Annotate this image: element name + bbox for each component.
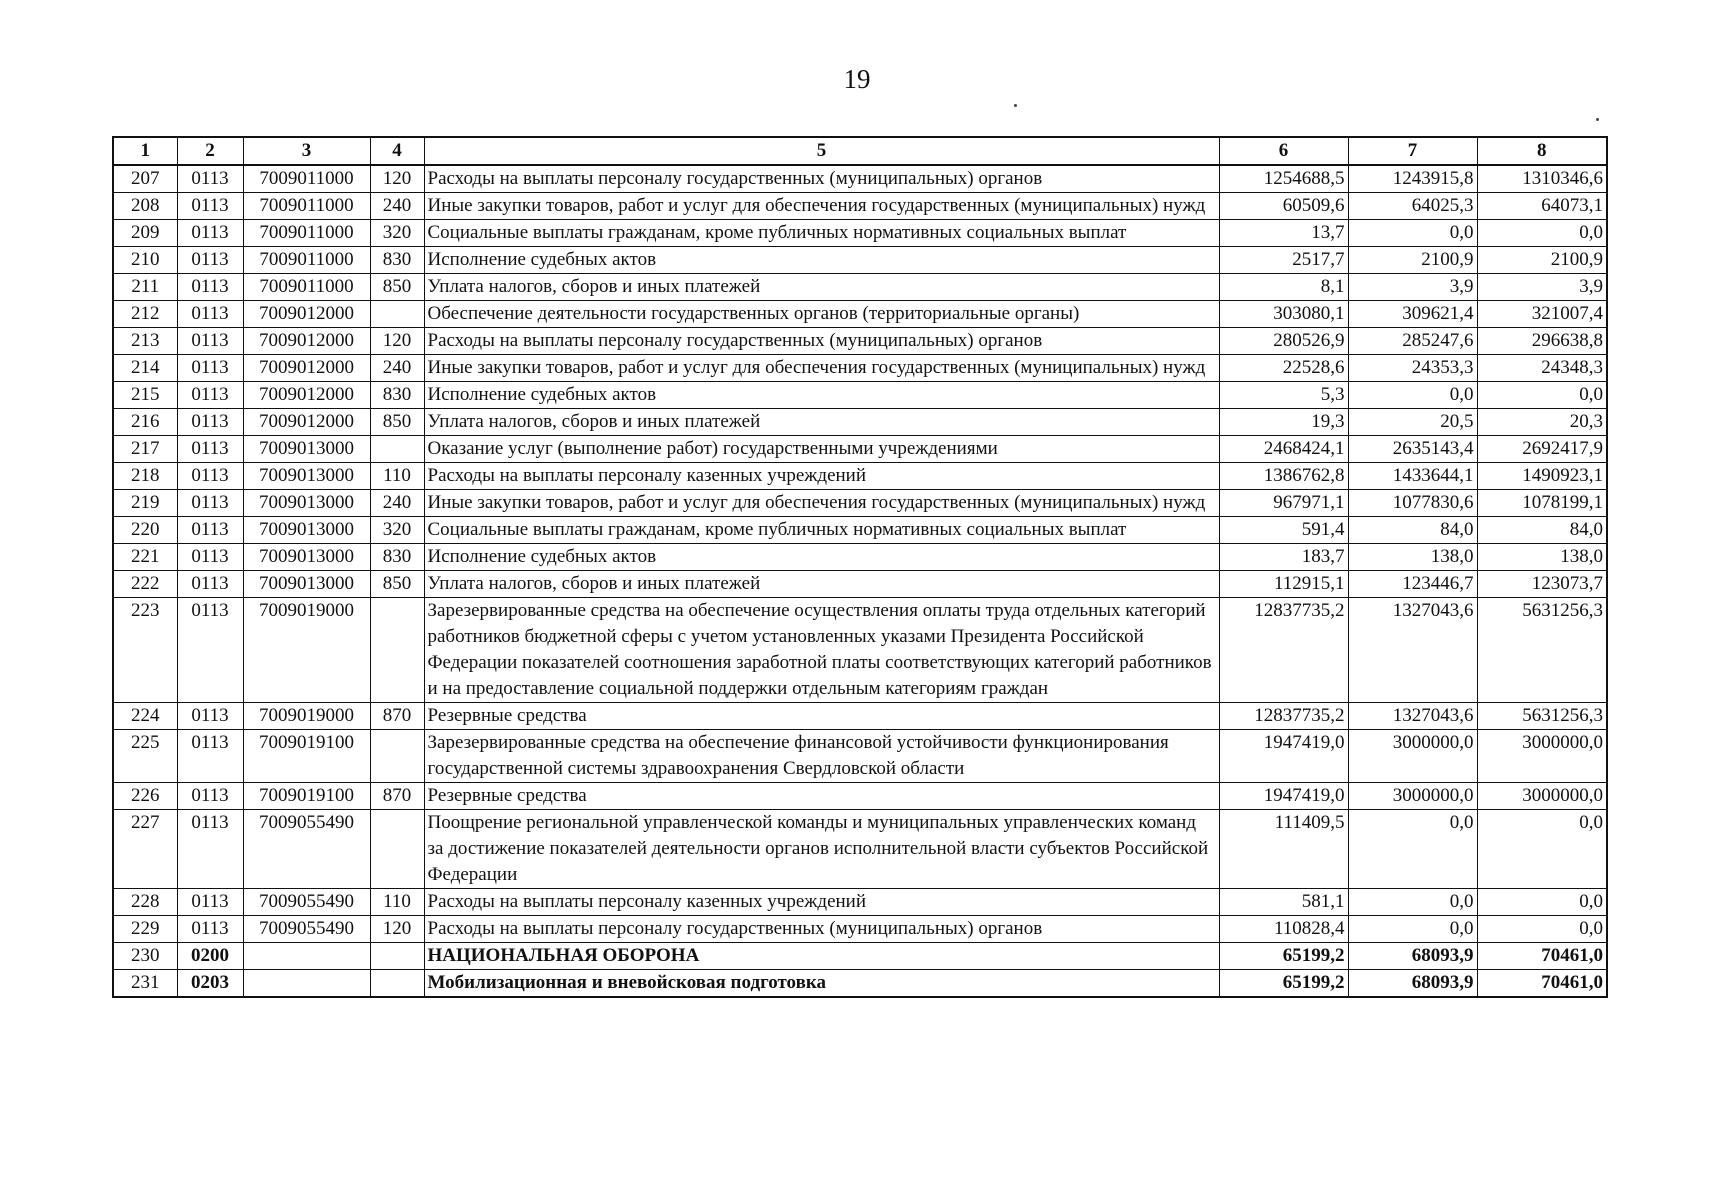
expense-type-code: 830 xyxy=(370,382,424,409)
target-article-code: 7009011000 xyxy=(243,165,370,193)
section-code: 0113 xyxy=(177,436,243,463)
amount-col-8: 70461,0 xyxy=(1477,943,1607,970)
expense-type-code: 320 xyxy=(370,220,424,247)
expense-type-code: 850 xyxy=(370,409,424,436)
amount-col-8: 24348,3 xyxy=(1477,355,1607,382)
table-row xyxy=(113,382,1607,409)
expense-type-code: 850 xyxy=(370,274,424,301)
row-number: 220 xyxy=(113,517,177,544)
table-row xyxy=(113,301,1607,328)
expense-type-code xyxy=(370,301,424,328)
table-row xyxy=(113,274,1607,301)
section-code: 0113 xyxy=(177,916,243,943)
amount-col-6: 280526,9 xyxy=(1219,328,1348,355)
section-code: 0113 xyxy=(177,571,243,598)
expense-type-code: 240 xyxy=(370,355,424,382)
row-description: Расходы на выплаты персоналу государственных (муниципальных) органов xyxy=(424,165,1219,193)
amount-col-7: 0,0 xyxy=(1348,810,1477,889)
target-article-code: 7009013000 xyxy=(243,463,370,490)
amount-col-6: 111409,5 xyxy=(1219,810,1348,889)
row-description: Расходы на выплаты персоналу казенных учреждений xyxy=(424,463,1219,490)
section-code: 0113 xyxy=(177,301,243,328)
row-number: 225 xyxy=(113,730,177,783)
table-row xyxy=(113,598,1607,703)
target-article-code: 7009011000 xyxy=(243,193,370,220)
table-row xyxy=(113,247,1607,274)
amount-col-7: 2100,9 xyxy=(1348,247,1477,274)
section-code: 0113 xyxy=(177,463,243,490)
amount-col-7: 1433644,1 xyxy=(1348,463,1477,490)
row-description: Поощрение региональной управленческой команды и муниципальных управленческих команд за достижение показателей деятельности органов исполнительной власти субъектов Российской Федерации xyxy=(424,810,1219,889)
amount-col-8: 2692417,9 xyxy=(1477,436,1607,463)
row-number: 222 xyxy=(113,571,177,598)
amount-col-7: 285247,6 xyxy=(1348,328,1477,355)
col-header-7: 7 xyxy=(1348,137,1477,165)
amount-col-7: 0,0 xyxy=(1348,916,1477,943)
row-number: 213 xyxy=(113,328,177,355)
row-number: 212 xyxy=(113,301,177,328)
row-number: 211 xyxy=(113,274,177,301)
amount-col-6: 22528,6 xyxy=(1219,355,1348,382)
table-row xyxy=(113,943,1607,970)
amount-col-6: 1386762,8 xyxy=(1219,463,1348,490)
col-header-4: 4 xyxy=(370,137,424,165)
row-number: 210 xyxy=(113,247,177,274)
row-description: Уплата налогов, сборов и иных платежей xyxy=(424,409,1219,436)
section-code: 0113 xyxy=(177,783,243,810)
amount-col-7: 3000000,0 xyxy=(1348,730,1477,783)
target-article-code xyxy=(243,970,370,998)
row-description: Иные закупки товаров, работ и услуг для обеспечения государственных (муниципальных) нужд xyxy=(424,193,1219,220)
amount-col-8: 321007,4 xyxy=(1477,301,1607,328)
expense-type-code: 870 xyxy=(370,783,424,810)
row-description: Расходы на выплаты персоналу государственных (муниципальных) органов xyxy=(424,916,1219,943)
amount-col-7: 3,9 xyxy=(1348,274,1477,301)
amount-col-7: 1327043,6 xyxy=(1348,703,1477,730)
scan-speck xyxy=(1014,104,1017,107)
amount-col-7: 84,0 xyxy=(1348,517,1477,544)
col-header-1: 1 xyxy=(113,137,177,165)
row-description: Резервные средства xyxy=(424,783,1219,810)
amount-col-7: 68093,9 xyxy=(1348,970,1477,998)
expense-type-code: 240 xyxy=(370,193,424,220)
amount-col-7: 0,0 xyxy=(1348,382,1477,409)
amount-col-8: 84,0 xyxy=(1477,517,1607,544)
target-article-code: 7009013000 xyxy=(243,571,370,598)
amount-col-6: 5,3 xyxy=(1219,382,1348,409)
table-row xyxy=(113,409,1607,436)
table-row xyxy=(113,544,1607,571)
expense-type-code: 240 xyxy=(370,490,424,517)
target-article-code: 7009012000 xyxy=(243,382,370,409)
target-article-code: 7009013000 xyxy=(243,436,370,463)
row-number: 214 xyxy=(113,355,177,382)
table-row xyxy=(113,517,1607,544)
target-article-code: 7009019000 xyxy=(243,598,370,703)
amount-col-6: 13,7 xyxy=(1219,220,1348,247)
amount-col-8: 2100,9 xyxy=(1477,247,1607,274)
section-code: 0113 xyxy=(177,730,243,783)
amount-col-6: 110828,4 xyxy=(1219,916,1348,943)
section-code: 0113 xyxy=(177,544,243,571)
section-code: 0113 xyxy=(177,889,243,916)
expense-type-code: 870 xyxy=(370,703,424,730)
amount-col-6: 1947419,0 xyxy=(1219,730,1348,783)
amount-col-6: 591,4 xyxy=(1219,517,1348,544)
row-description: Зарезервированные средства на обеспечение осуществления оплаты труда отдельных категорий работников бюджетной сферы с учетом установленных указами Президента Российской Федерации показателей соотношения заработной платы соответствующих категорий работников и на предоставление социальной поддержки отдельным категориям граждан xyxy=(424,598,1219,703)
amount-col-7: 20,5 xyxy=(1348,409,1477,436)
amount-col-7: 3000000,0 xyxy=(1348,783,1477,810)
expense-type-code: 120 xyxy=(370,165,424,193)
expense-type-code: 120 xyxy=(370,916,424,943)
amount-col-7: 24353,3 xyxy=(1348,355,1477,382)
row-number: 228 xyxy=(113,889,177,916)
target-article-code: 7009013000 xyxy=(243,544,370,571)
row-number: 219 xyxy=(113,490,177,517)
target-article-code: 7009012000 xyxy=(243,355,370,382)
row-number: 215 xyxy=(113,382,177,409)
expense-type-code xyxy=(370,598,424,703)
amount-col-6: 65199,2 xyxy=(1219,970,1348,998)
table-row xyxy=(113,328,1607,355)
amount-col-8: 5631256,3 xyxy=(1477,703,1607,730)
section-code: 0113 xyxy=(177,382,243,409)
target-article-code: 7009012000 xyxy=(243,409,370,436)
target-article-code xyxy=(243,943,370,970)
amount-col-6: 1947419,0 xyxy=(1219,783,1348,810)
row-description: НАЦИОНАЛЬНАЯ ОБОРОНА xyxy=(424,943,1219,970)
col-header-2: 2 xyxy=(177,137,243,165)
row-number: 208 xyxy=(113,193,177,220)
amount-col-6: 967971,1 xyxy=(1219,490,1348,517)
table-row xyxy=(113,436,1607,463)
row-description: Иные закупки товаров, работ и услуг для обеспечения государственных (муниципальных) нужд xyxy=(424,355,1219,382)
table-row xyxy=(113,490,1607,517)
amount-col-6: 12837735,2 xyxy=(1219,598,1348,703)
col-header-5: 5 xyxy=(424,137,1219,165)
table-row xyxy=(113,889,1607,916)
amount-col-8: 0,0 xyxy=(1477,889,1607,916)
amount-col-6: 303080,1 xyxy=(1219,301,1348,328)
row-number: 217 xyxy=(113,436,177,463)
table-row xyxy=(113,783,1607,810)
row-description: Исполнение судебных актов xyxy=(424,247,1219,274)
amount-col-7: 1077830,6 xyxy=(1348,490,1477,517)
amount-col-6: 581,1 xyxy=(1219,889,1348,916)
target-article-code: 7009019100 xyxy=(243,730,370,783)
section-code: 0203 xyxy=(177,970,243,998)
section-code: 0113 xyxy=(177,517,243,544)
row-description: Оказание услуг (выполнение работ) государственными учреждениями xyxy=(424,436,1219,463)
section-code: 0113 xyxy=(177,355,243,382)
row-description: Обеспечение деятельности государственных органов (территориальные органы) xyxy=(424,301,1219,328)
row-number: 216 xyxy=(113,409,177,436)
amount-col-8: 70461,0 xyxy=(1477,970,1607,998)
target-article-code: 7009019100 xyxy=(243,783,370,810)
table-row xyxy=(113,970,1607,998)
amount-col-8: 138,0 xyxy=(1477,544,1607,571)
row-number: 209 xyxy=(113,220,177,247)
col-header-6: 6 xyxy=(1219,137,1348,165)
amount-col-7: 64025,3 xyxy=(1348,193,1477,220)
row-description: Мобилизационная и вневойсковая подготовка xyxy=(424,970,1219,998)
amount-col-6: 2517,7 xyxy=(1219,247,1348,274)
header-row xyxy=(113,137,1607,165)
target-article-code: 7009013000 xyxy=(243,490,370,517)
section-code: 0113 xyxy=(177,409,243,436)
amount-col-6: 19,3 xyxy=(1219,409,1348,436)
expense-type-code: 110 xyxy=(370,463,424,490)
expense-type-code: 320 xyxy=(370,517,424,544)
section-code: 0113 xyxy=(177,490,243,517)
budget-table xyxy=(112,136,1608,998)
target-article-code: 7009055490 xyxy=(243,916,370,943)
amount-col-8: 123073,7 xyxy=(1477,571,1607,598)
target-article-code: 7009011000 xyxy=(243,220,370,247)
amount-col-7: 2635143,4 xyxy=(1348,436,1477,463)
target-article-code: 7009013000 xyxy=(243,517,370,544)
table-row xyxy=(113,220,1607,247)
expense-type-code xyxy=(370,730,424,783)
amount-col-8: 0,0 xyxy=(1477,382,1607,409)
expense-type-code: 830 xyxy=(370,247,424,274)
section-code: 0113 xyxy=(177,328,243,355)
amount-col-8: 1078199,1 xyxy=(1477,490,1607,517)
row-number: 226 xyxy=(113,783,177,810)
row-description: Уплата налогов, сборов и иных платежей xyxy=(424,571,1219,598)
expense-type-code xyxy=(370,436,424,463)
row-description: Зарезервированные средства на обеспечение финансовой устойчивости функционирования государственной системы здравоохранения Свердловской области xyxy=(424,730,1219,783)
section-code: 0113 xyxy=(177,247,243,274)
target-article-code: 7009011000 xyxy=(243,247,370,274)
amount-col-7: 1327043,6 xyxy=(1348,598,1477,703)
amount-col-8: 3,9 xyxy=(1477,274,1607,301)
amount-col-6: 2468424,1 xyxy=(1219,436,1348,463)
section-code: 0113 xyxy=(177,274,243,301)
section-code: 0113 xyxy=(177,220,243,247)
target-article-code: 7009012000 xyxy=(243,328,370,355)
section-code: 0113 xyxy=(177,598,243,703)
amount-col-7: 138,0 xyxy=(1348,544,1477,571)
table-row xyxy=(113,571,1607,598)
expense-type-code: 850 xyxy=(370,571,424,598)
section-code: 0113 xyxy=(177,810,243,889)
row-description: Расходы на выплаты персоналу государственных (муниципальных) органов xyxy=(424,328,1219,355)
table-row xyxy=(113,703,1607,730)
row-description: Резервные средства xyxy=(424,703,1219,730)
amount-col-8: 0,0 xyxy=(1477,810,1607,889)
table-row xyxy=(113,463,1607,490)
row-number: 229 xyxy=(113,916,177,943)
col-header-8: 8 xyxy=(1477,137,1607,165)
amount-col-6: 1254688,5 xyxy=(1219,165,1348,193)
amount-col-7: 309621,4 xyxy=(1348,301,1477,328)
section-code: 0113 xyxy=(177,193,243,220)
row-number: 231 xyxy=(113,970,177,998)
amount-col-6: 65199,2 xyxy=(1219,943,1348,970)
expense-type-code xyxy=(370,943,424,970)
row-description: Исполнение судебных актов xyxy=(424,544,1219,571)
row-number: 221 xyxy=(113,544,177,571)
page-number: 19 xyxy=(843,64,871,94)
expense-type-code: 830 xyxy=(370,544,424,571)
expense-type-code xyxy=(370,970,424,998)
amount-col-6: 8,1 xyxy=(1219,274,1348,301)
table-row xyxy=(113,916,1607,943)
section-code: 0200 xyxy=(177,943,243,970)
section-code: 0113 xyxy=(177,165,243,193)
scan-speck xyxy=(1596,118,1599,121)
table-row xyxy=(113,355,1607,382)
target-article-code: 7009019000 xyxy=(243,703,370,730)
row-number: 227 xyxy=(113,810,177,889)
row-number: 230 xyxy=(113,943,177,970)
col-header-3: 3 xyxy=(243,137,370,165)
amount-col-8: 5631256,3 xyxy=(1477,598,1607,703)
table-row xyxy=(113,730,1607,783)
target-article-code: 7009055490 xyxy=(243,810,370,889)
amount-col-6: 12837735,2 xyxy=(1219,703,1348,730)
expense-type-code: 110 xyxy=(370,889,424,916)
amount-col-8: 1490923,1 xyxy=(1477,463,1607,490)
target-article-code: 7009011000 xyxy=(243,274,370,301)
table-row xyxy=(113,193,1607,220)
row-description: Уплата налогов, сборов и иных платежей xyxy=(424,274,1219,301)
table-row xyxy=(113,810,1607,889)
table-row xyxy=(113,165,1607,193)
table-body xyxy=(113,165,1607,997)
row-description: Социальные выплаты гражданам, кроме публичных нормативных социальных выплат xyxy=(424,220,1219,247)
amount-col-8: 3000000,0 xyxy=(1477,783,1607,810)
row-description: Социальные выплаты гражданам, кроме публичных нормативных социальных выплат xyxy=(424,517,1219,544)
amount-col-6: 112915,1 xyxy=(1219,571,1348,598)
amount-col-8: 3000000,0 xyxy=(1477,730,1607,783)
row-description: Иные закупки товаров, работ и услуг для обеспечения государственных (муниципальных) нужд xyxy=(424,490,1219,517)
row-number: 218 xyxy=(113,463,177,490)
amount-col-7: 0,0 xyxy=(1348,220,1477,247)
amount-col-8: 0,0 xyxy=(1477,220,1607,247)
amount-col-8: 0,0 xyxy=(1477,916,1607,943)
amount-col-7: 1243915,8 xyxy=(1348,165,1477,193)
row-description: Исполнение судебных актов xyxy=(424,382,1219,409)
row-number: 207 xyxy=(113,165,177,193)
row-description: Расходы на выплаты персоналу казенных учреждений xyxy=(424,889,1219,916)
amount-col-7: 0,0 xyxy=(1348,889,1477,916)
amount-col-8: 296638,8 xyxy=(1477,328,1607,355)
amount-col-8: 20,3 xyxy=(1477,409,1607,436)
amount-col-7: 123446,7 xyxy=(1348,571,1477,598)
row-number: 224 xyxy=(113,703,177,730)
amount-col-8: 1310346,6 xyxy=(1477,165,1607,193)
amount-col-8: 64073,1 xyxy=(1477,193,1607,220)
target-article-code: 7009055490 xyxy=(243,889,370,916)
expense-type-code: 120 xyxy=(370,328,424,355)
amount-col-6: 183,7 xyxy=(1219,544,1348,571)
amount-col-7: 68093,9 xyxy=(1348,943,1477,970)
row-number: 223 xyxy=(113,598,177,703)
section-code: 0113 xyxy=(177,703,243,730)
amount-col-6: 60509,6 xyxy=(1219,193,1348,220)
target-article-code: 7009012000 xyxy=(243,301,370,328)
expense-type-code xyxy=(370,810,424,889)
